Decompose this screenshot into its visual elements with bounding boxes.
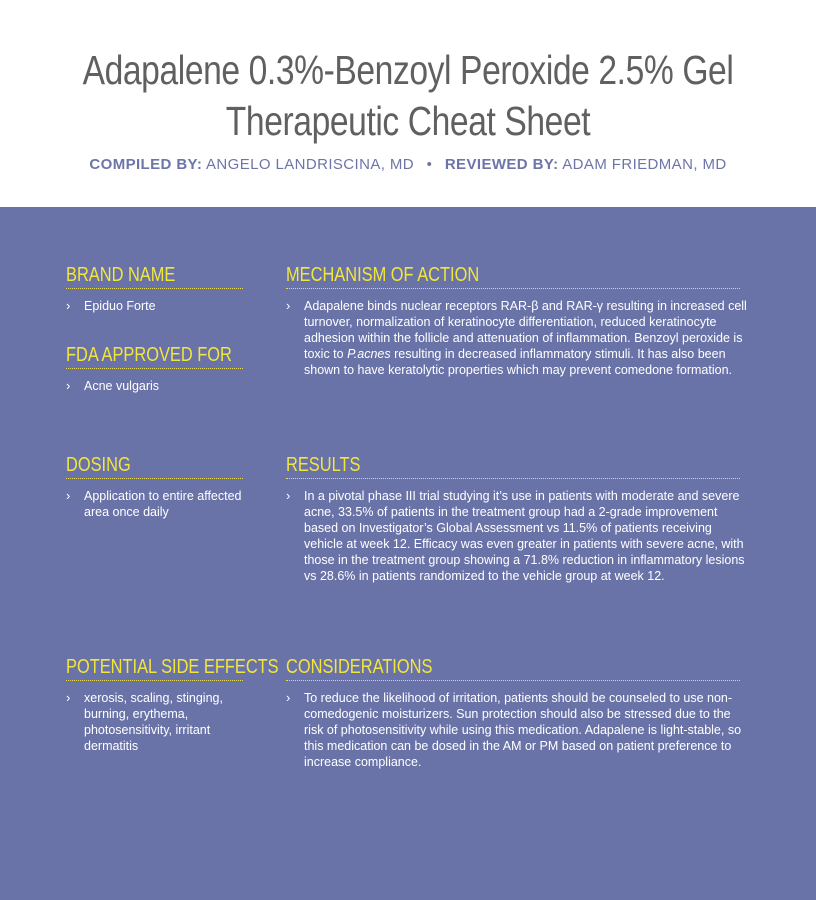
fda-approved-item: Acne vulgaris (84, 379, 160, 393)
dosing-divider (66, 478, 243, 479)
mechanism-text (304, 298, 748, 378)
mechanism-text-part: resulting in decreased inflammatory stimuli. It has also been shown to have keratolytic properties which may prevent comedone formation. (304, 347, 732, 377)
brand-name-divider (66, 288, 243, 289)
compiled-by-label: COMPILED BY: (89, 156, 203, 173)
side-effects-divider (66, 680, 243, 681)
reviewed-by-label: REVIEWED BY: (444, 156, 559, 173)
mechanism-text-part: Adapalene binds nuclear receptors RAR-β and RAR-γ resulting in increased cell turnover, normalization of keratinocyte differentiation, reduced keratinocyte adhesion within the follicle and attenuation of inflammation. Benzoyl peroxide is toxic to (304, 299, 747, 361)
brand-name-item: Epiduo Forte (84, 299, 156, 313)
results-divider (286, 478, 740, 479)
credits (0, 156, 816, 173)
fda-approved-divider (66, 368, 243, 369)
bullet-icon: › (286, 488, 291, 503)
dosing-heading: DOSING (66, 454, 131, 476)
considerations-text: To reduce the likelihood of irritation, patients should be counseled to use non-comedogenic moisturizers. Sun protection should also be stressed due to the risk of photosensitivity while using this medication. Adapalene is light-stable, so this medication can be dosed in the AM or PM based on patient preference to increase compliance. (304, 691, 742, 769)
brand-name-heading: BRAND NAME (66, 264, 176, 286)
mechanism-text-italic: P.acnes (347, 347, 391, 361)
mechanism-divider (286, 288, 740, 289)
compiled-by-name: ANGELO LANDRISCINA, MD (206, 156, 415, 173)
bullet-icon: › (286, 298, 291, 313)
dosing-item: Application to entire affected area once daily (84, 489, 242, 519)
bullet-icon: › (66, 378, 71, 393)
mechanism-heading: MECHANISM OF ACTION (286, 264, 480, 286)
credits-separator: • (426, 156, 433, 173)
fda-approved-heading: FDA APPROVED FOR (66, 344, 232, 366)
bullet-icon: › (66, 298, 71, 313)
bullet-icon: › (286, 690, 291, 705)
side-effects-heading: POTENTIAL SIDE EFFECTS (66, 656, 279, 678)
bullet-icon: › (66, 488, 71, 503)
header (0, 0, 816, 207)
page-title-line-2: Therapeutic Cheat Sheet (225, 98, 591, 144)
results-heading: RESULTS (286, 454, 361, 476)
page-title-line-1: Adapalene 0.3%-Benzoyl Peroxide 2.5% Gel (82, 47, 734, 93)
reviewed-by-name: ADAM FRIEDMAN, MD (562, 156, 727, 173)
content-panel (0, 207, 816, 900)
considerations-heading: CONSIDERATIONS (286, 656, 433, 678)
considerations-divider (286, 680, 740, 681)
results-text: In a pivotal phase III trial studying it’s use in patients with moderate and severe acne, 33.5% of patients in the treatment group had a 2-grade improvement based on Investigator’s Global Assessment vs 11.5% of patients receiving vehicle at week 12. Efficacy was even greater in patients with severe acne, with those in the treatment group showing a 71.8% reduction in inflammatory lesions vs 28.6% in patients randomized to the vehicle group at week 12. (304, 489, 745, 583)
side-effects-item: xerosis, scaling, stinging, burning, erythema, photosensitivity, irritant dermatitis (84, 691, 223, 753)
bullet-icon: › (66, 690, 71, 705)
